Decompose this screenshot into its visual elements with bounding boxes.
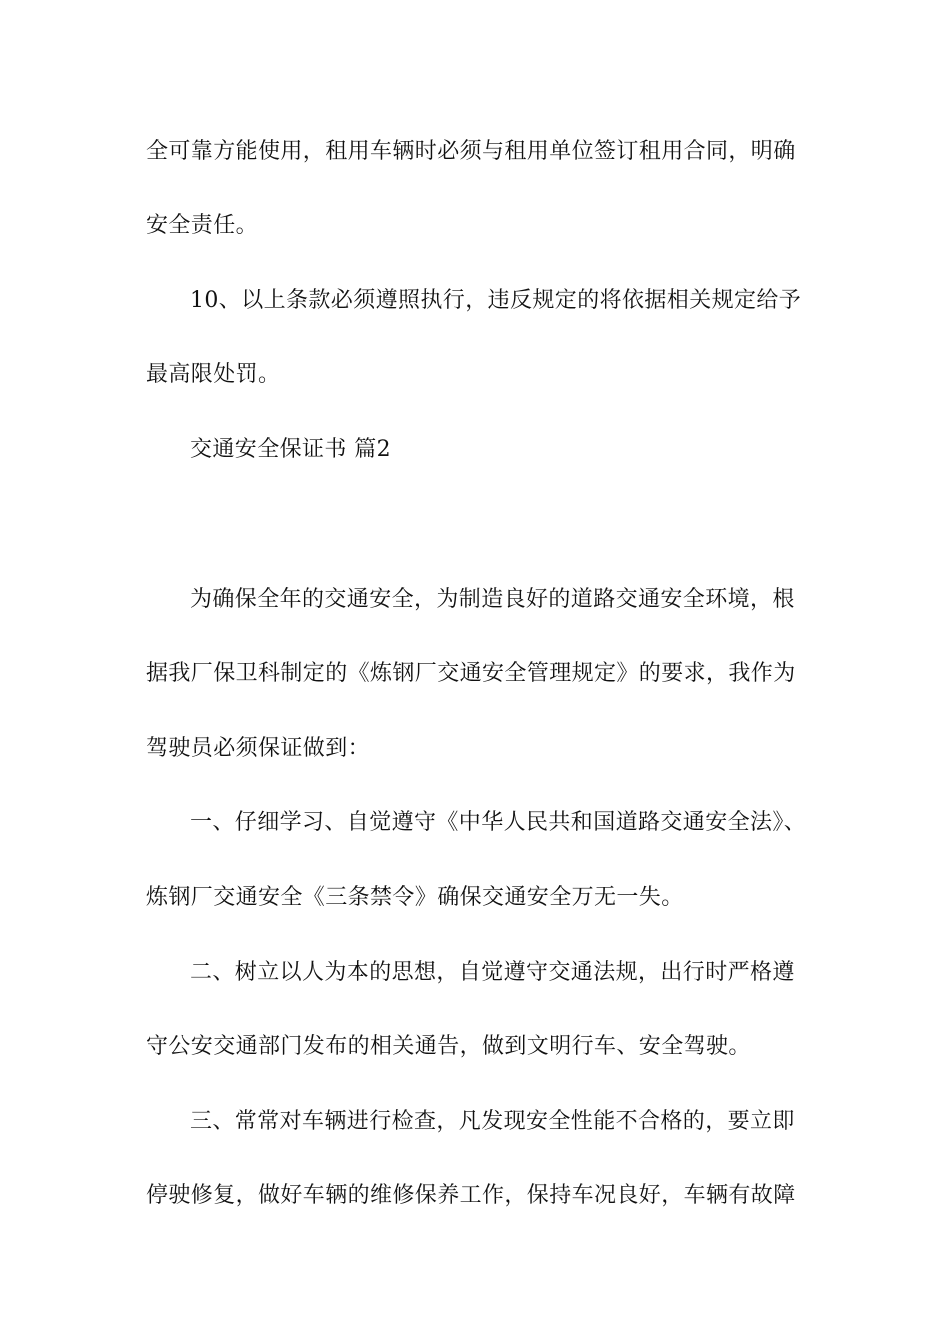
text-line: 炼钢厂交通安全《三条禁令》确保交通安全万无一失。 <box>146 885 684 910</box>
text-line: 10、以上条款必须遵照执行，违反规定的将依据相关规定给予 <box>190 288 802 313</box>
text-line: 二、树立以人为本的思想，自觉遵守交通法规，出行时严格遵 <box>190 960 795 985</box>
text-line: 安全责任。 <box>146 213 259 238</box>
text-line: 最高限处罚。 <box>146 362 281 387</box>
text-line: 驾驶员必须保证做到： <box>146 736 371 761</box>
text-line: 据我厂保卫科制定的《炼钢厂交通安全管理规定》的要求，我作为 <box>146 661 796 686</box>
text-line: 一、仔细学习、自觉遵守《中华人民共和国道路交通安全法》、 <box>190 810 807 835</box>
text-line: 全可靠方能使用，租用车辆时必须与租用单位签订租用合同，明确 <box>146 139 796 164</box>
text-line: 为确保全年的交通安全，为制造良好的道路交通安全环境，根 <box>190 587 795 612</box>
text-line: 守公安交通部门发布的相关通告，做到文明行车、安全驾驶。 <box>146 1034 751 1059</box>
text-line: 三、常常对车辆进行检查，凡发现安全性能不合格的，要立即 <box>190 1109 795 1134</box>
section-heading: 交通安全保证书 篇2 <box>190 437 391 462</box>
text-line: 停驶修复，做好车辆的维修保养工作，保持车况良好，车辆有故障 <box>146 1183 796 1208</box>
